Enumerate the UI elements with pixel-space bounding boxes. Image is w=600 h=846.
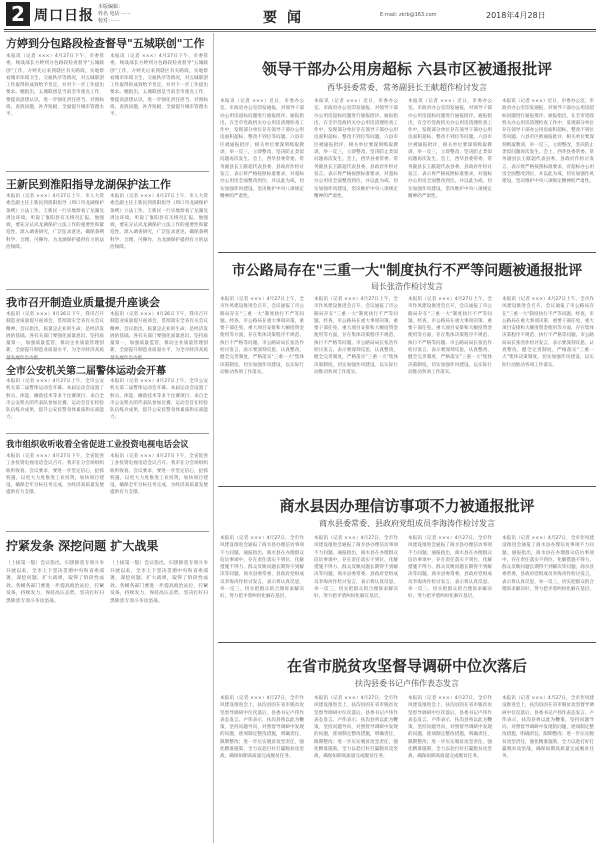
article-body: 本报讯（记者 ×××）近日，市委办公室、市政府办公室印发通报，对领导干部办公用房超标问题进行通报批评。通报指出，在全市党政机关办公用房清理检查工作中，发现部分单位存在领导干部办公用房面积超标、整改不到位等问题。六县市区被通报批评，相关单位要深刻吸取教训，举一反三，立即整改，坚决防止类似问题再次发生。会上，西华县委常委、常务副县长王献超代表县委、县政府作检讨发言，表示将严格按照标准要求，对超标办公用房全面整改到位，并以此为戒，切实加强作风建设，坚决维护中央八项规定精神的严肃性。 bbox=[502, 99, 594, 185]
divider bbox=[6, 289, 209, 290]
divider bbox=[6, 433, 209, 434]
page-header bbox=[0, 0, 600, 30]
left-headline: 拧紧发条 深挖问题 扩大战果 bbox=[6, 539, 159, 553]
article-headline: 商水县因办理信访事项不力被通报批评 bbox=[279, 497, 535, 515]
article-subheadline: 扶沟县委书记卢伟作表态发言 bbox=[355, 679, 459, 688]
article-body: 本报讯（记者 ×××）4月27日，全市作风建设推进会通报了商水县办理信访事项不力问题。通报指出，商水县在办理群众信访事项中，存在责任落实不到位、化解措施不得力、群众反映问题长期得不到解决等问题。商水县委常委、县政府党组成员李海涛作检讨发言，表示将认真反思，举一反三，切实把群众的合理诉求解决好，努力把矛盾纠纷化解在基层。 bbox=[220, 536, 304, 600]
article-body: 本报讯（记者 ×××）4月27日，全市作风建设推进会通报了商水县办理信访事项不力问题。通报指出，商水县在办理群众信访事项中，存在责任落实不到位、化解措施不得力、群众反映问题长期得不到解决等问题。商水县委常委、县政府党组成员李海涛作检讨发言，表示将认真反思，举一反三，切实把群众的合理诉求解决好，努力把矛盾纠纷化解在基层。 bbox=[502, 536, 594, 593]
article-body: 本报讯（记者 ×××）近日，市委办公室、市政府办公室印发通报，对领导干部办公用房超标问题进行通报批评。通报指出，在全市党政机关办公用房清理检查工作中，发现部分单位存在领导干部办公用房面积超标、整改不到位等问题。六县市区被通报批评，相关单位要深刻吸取教训，举一反三，立即整改，坚决防止类似问题再次发生。会上，西华县委常委、常务副县长王献超代表县委、县政府作检讨发言，表示将严格按照标准要求，对超标办公用房全面整改到位，并以此为戒，切实加强作风建设，坚决维护中央八项规定精神的严肃性。 bbox=[408, 99, 492, 199]
left-article-body: 本报讯（记者 ×××）4月27日下午，全省促进工业投资电视电话会议召开。我市在分会场组织收听收看。会议要求，要进一步坚定信心，抢抓机遇，以更大力度推进工业投资，加快项目建设，确保全年目标任务完成，为经济高质量发展提供有力支撑。 bbox=[110, 454, 208, 496]
left-article-body: 本报讯（记者 ×××）4月26日下午，我市召开制造业质量提升座谈会，贯彻落实全省有关会议精神。会议指出，质量是企业的生命，是经济发展的基础。各有关部门要强化质量意识，坚持质量第一，加强质量监管，推动企业质量管理创新，全面提升制造业质量水平，为全市经济高质 bbox=[110, 312, 208, 354]
left-headline: 王新民到淮阳指导龙湖保护法工作 bbox=[6, 178, 171, 191]
article-subheadline: 商水县委常委、县政府党组成员李海涛作检讨发言 bbox=[319, 519, 495, 528]
left-article-body: （上接第一版）会议指出，扫黑除恶专项斗争开展以来，全市上下坚决贯彻中央和省委部署，深挖问题，扩大战果，取得了阶段性成效。各级各部门要进一步提高政治站位，拧紧发条，持续发力，保持高压态势，坚决打好扫黑除恶专项斗争攻坚战。 bbox=[6, 561, 104, 604]
editor-line: 校对：······ bbox=[98, 18, 121, 24]
left-headline: 我市组织收听收看全省促进工业投资电视电话会议 bbox=[6, 439, 189, 449]
article-body: 本报讯（记者 ×××）近日，市委办公室、市政府办公室印发通报，对领导干部办公用房超标问题进行通报批评。通报指出，在全市党政机关办公用房清理检查工作中，发现部分单位存在领导干部办公用房面积超标、整改不到位等问题。六县市区被通报批评，相关单位要深刻吸取教训，举一反三，立即整改，坚决防止类似问题再次发生。会上，西华县委常委、常务副县长王献超代表县委、县政府作检讨发言，表示将严格按照标准要求，对超标办公用房全面整改到位，并以此为戒，切实加强作风建设，坚决维护中央八项规定精神的严肃性。 bbox=[314, 99, 398, 199]
header-rule bbox=[4, 29, 596, 30]
article-body: 本报讯（记者 ×××）近日，市委办公室、市政府办公室印发通报，对领导干部办公用房超标问题进行通报批评。通报指出，在全市党政机关办公用房清理检查工作中，发现部分单位存在领导干部办公用房面积超标、整改不到位等问题。六县市区被通报批评，相关单位要深刻吸取教训，举一反三，立即整改，坚决防止类似问题再次发生。会上，西华县委常委、常务副县长王献超代表县委、县政府作检讨发言，表示将严格按照标准要求，对超标办公用房全面整改到位，并以此为戒，切实加强作风建设，坚决维护中央八项规定精神的严肃性。 bbox=[220, 99, 304, 199]
left-headline: 全市公安机关第二届警体运动会开幕 bbox=[6, 366, 166, 377]
article-body: 本报讯（记者 ×××）4月27日上午，全市作风建设推进会召开，会议通报了市公路局存在"三重一大"制度执行不严等问题。经查，市公路局在重大事项决策、重要干部任免、重大项目安排和大额度资金使用等方面，存在集体决策程序不规范、执行不严格等问题。市公路局局长张浩作检讨发言，表示要深刻反思，认真整改，健全完善制度，严格落实"三重一大"集体决策制度，切实加强作风建设，以实际行动推动各项工作落实。 bbox=[408, 297, 492, 375]
left-article-body: 本报讯（记者 ×××）4月26日下午，我市召开制造业质量提升座谈会，贯彻落实全省有关会议精神。会议指出，质量是企业的生命，是经济发展的基础。各有关部门要强化质量意识，坚持质量第一，加强质量监管，推动企业质量管理创新，全面提升制造业质量水平，为全市经济高质 bbox=[6, 312, 104, 354]
article-body: 本报讯（记者 ×××）4月27日上午，全市作风建设推进会召开，会议通报了市公路局存在"三重一大"制度执行不严等问题。经查，市公路局在重大事项决策、重要干部任免、重大项目安排和大额度资金使用等方面，存在集体决策程序不规范、执行不严格等问题。市公路局局长张浩作检讨发言，表示要深刻反思，认真整改，健全完善制度，严格落实"三重一大"集体决策制度，切实加强作风建设，以实际行动推动各项工作落实。 bbox=[220, 297, 304, 375]
left-article-body: 本报讯（记者 ×××）4月27日上午，全市公安机关第二届警体运动会开幕。本届运动会设置了射击、体能、擒敌技术等多个比赛项目，来自全市公安机关的代表队参加比赛。运动会旨在检验队伍练兵成果，提升公安民警身体素质和实战能力。 bbox=[6, 379, 104, 421]
divider bbox=[6, 358, 209, 359]
masthead-logo: 周口日报 bbox=[34, 8, 94, 24]
article-headline: 市公路局存在"三重一大"制度执行不严等问题被通报批评 bbox=[231, 263, 583, 279]
header-email: E-mail: zkrb@163.com bbox=[380, 12, 437, 18]
left-article-body: 本报讯（记者 ×××）4月27日下午，全省促进工业投资电视电话会议召开。我市在分会场组织收听收看。会议要求，要进一步坚定信心，抢抓机遇，以更大力度推进工业投资，加快项目建设，确保全年目标任务完成，为经济高质量发展提供有力支撑。 bbox=[6, 454, 104, 496]
article-body: 本报讯（记者 ×××）4月27日上午，全市作风建设推进会召开，会议通报了市公路局存在"三重一大"制度执行不严等问题。经查，市公路局在重大事项决策、重要干部任免、重大项目安排和大额度资金使用等方面，存在集体决策程序不规范、执行不严格等问题。市公路局局长张浩作检讨发言，表示要深刻反思，认真整改，健全完善制度，严格落实"三重一大"集体决策制度，切实加强作风建设，以实际行动推动各项工作落实。 bbox=[314, 297, 398, 375]
article-body: 本报讯（记者 ×××）4月27日，全市作风建设推进会上，扶沟县因在省市脱贫攻坚督导调研中位次落后，县委书记卢伟作表态发言。卢伟表示，扶沟县将以此为鞭策，坚持问题导向，对照督导调研中发现的问题，逐项制定整改措施，明确责任，限期整改；进一步压实脱贫攻坚责任，强化精准施策，全力以赴打好打赢脱贫攻坚战，确保如期高质量完成脱贫任务。 bbox=[408, 696, 492, 760]
left-article-body: 本报讯（记者 ×××）4月27日上午，市人大常委会副主任王新民到淮阳指导《周口市龙湖保护条例》立法工作。王新民一行实地察看了龙湖及周边环境，听取了淮阳县有关情况汇报。他强调，要充分认识龙湖保护立法工作的重要性和紧迫性，深入调查研究，广泛征求意见，确保条例科学、合理、可操作，为龙湖保护提供有力的法治保障。 bbox=[6, 194, 104, 251]
article-subheadline: 局长张浩作检讨发言 bbox=[371, 282, 443, 291]
editor-line: 姓名 电话 ······ bbox=[98, 11, 131, 17]
issue-date: 2018年4月28日 bbox=[486, 11, 546, 20]
article-body: 本报讯（记者 ×××）4月27日，全市作风建设推进会上，扶沟县因在省市脱贫攻坚督导调研中位次落后，县委书记卢伟作表态发言。卢伟表示，扶沟县将以此为鞭策，坚持问题导向，对照督导调研中发现的问题，逐项制定整改措施，明确责任，限期整改；进一步压实脱贫攻坚责任，强化精准施策，全力以赴打好打赢脱贫攻坚战，确保如期高质量完成脱贫任务。 bbox=[502, 696, 594, 760]
article-body: 本报讯（记者 ×××）4月27日，全市作风建设推进会通报了商水县办理信访事项不力问题。通报指出，商水县在办理群众信访事项中，存在责任落实不到位、化解措施不得力、群众反映问题长期得不到解决等问题。商水县委常委、县政府党组成员李海涛作检讨发言，表示将认真反思，举一反三，切实把群众的合理诉求解决好，努力把矛盾纠纷化解在基层。 bbox=[314, 536, 398, 600]
left-article-body: （上接第一版）会议指出，扫黑除恶专项斗争开展以来，全市上下坚决贯彻中央和省委部署，深挖问题，扩大战果，取得了阶段性成效。各级各部门要进一步提高政治站位，拧紧发条，持续发力，保持高压态势，坚决打好扫黑除恶专项斗争攻坚战。 bbox=[110, 561, 208, 604]
editor-line: 本版编辑： bbox=[98, 4, 124, 10]
editor-info bbox=[98, 4, 131, 25]
column-divider bbox=[213, 33, 214, 843]
left-headline: 方婷到分包路段检查督导"五城联创"工作 bbox=[6, 37, 205, 50]
article-body: 本报讯（记者 ×××）4月27日，全市作风建设推进会上，扶沟县因在省市脱贫攻坚督导调研中位次落后，县委书记卢伟作表态发言。卢伟表示，扶沟县将以此为鞭策，坚持问题导向，对照督导调研中发现的问题，逐项制定整改措施，明确责任，限期整改；进一步压实脱贫攻坚责任，强化精准施策，全力以赴打好打赢脱贫攻坚战，确保如期高质量完成脱贫任务。 bbox=[220, 696, 304, 760]
left-article-body: 本报讯（记者 ×××）4月27日下午，市委常委、统战部长方婷到分包路段检查督导"五城联创"工作。方婷先后来到辖区有关路段，实地察看城市环境卫生、交通秩序等情况，对五城联创工作取得的成效给予肯定，并对下一步工作提出要求。她指出，五城联创是当前全市重点工作，要提高思想认识，进一步强化责任担当，对照标准，查找问题，补齐短板，全面提升城市管理水平。 bbox=[6, 54, 104, 118]
left-article-body: 本报讯（记者 ×××）4月27日下午，市委常委、统战部长方婷到分包路段检查督导"五城联创"工作。方婷先后来到辖区有关路段，实地察看城市环境卫生、交通秩序等情况，对五城联创工作取得的成效给予肯定，并对下一步工作提出要求。她指出，五城联创是当前全市重点工作，要提高思想认识，进一步强化责任担当，对照标准，查找问题，补齐短板，全面提升城市管理水平。 bbox=[110, 54, 208, 118]
left-article-body: 本报讯（记者 ×××）4月27日上午，全市公安机关第二届警体运动会开幕。本届运动会设置了射击、体能、擒敌技术等多个比赛项目，来自全市公安机关的代表队参加比赛。运动会旨在检验队伍练兵成果，提升公安民警身体素质和实战能力。 bbox=[110, 379, 208, 421]
article-headline: 在省市脱贫攻坚督导调研中位次落后 bbox=[286, 657, 527, 675]
divider bbox=[6, 171, 209, 172]
article-body: 本报讯（记者 ×××）4月27日，全市作风建设推进会上，扶沟县因在省市脱贫攻坚督导调研中位次落后，县委书记卢伟作表态发言。卢伟表示，扶沟县将以此为鞭策，坚持问题导向，对照督导调研中发现的问题，逐项制定整改措施，明确责任，限期整改；进一步压实脱贫攻坚责任，强化精准施策，全力以赴打好打赢脱贫攻坚战，确保如期高质量完成脱贫任务。 bbox=[314, 696, 398, 760]
article-body: 本报讯（记者 ×××）4月27日上午，全市作风建设推进会召开，会议通报了市公路局存在"三重一大"制度执行不严等问题。经查，市公路局在重大事项决策、重要干部任免、重大项目安排和大额度资金使用等方面，存在集体决策程序不规范、执行不严格等问题。市公路局局长张浩作检讨发言，表示要深刻反思，认真整改，健全完善制度，严格落实"三重一大"集体决策制度，切实加强作风建设，以实际行动推动各项工作落实。 bbox=[502, 297, 594, 368]
article-body: 本报讯（记者 ×××）4月27日，全市作风建设推进会通报了商水县办理信访事项不力问题。通报指出，商水县在办理群众信访事项中，存在责任落实不到位、化解措施不得力、群众反映问题长期得不到解决等问题。商水县委常委、县政府党组成员李海涛作检讨发言，表示将认真反思，举一反三，切实把群众的合理诉求解决好，努力把矛盾纠纷化解在基层。 bbox=[408, 536, 492, 600]
section-title: 要闻 bbox=[263, 10, 311, 26]
divider bbox=[218, 486, 596, 487]
divider bbox=[218, 642, 596, 643]
divider bbox=[218, 252, 596, 253]
left-headline: 我市召开制造业质量提升座谈会 bbox=[6, 296, 160, 309]
article-subheadline: 西华县委常委、常务副县长王献超作检讨发言 bbox=[327, 83, 487, 92]
divider bbox=[6, 531, 209, 532]
left-article-body: 本报讯（记者 ×××）4月27日上午，市人大常委会副主任王新民到淮阳指导《周口市龙湖保护条例》立法工作。王新民一行实地察看了龙湖及周边环境，听取了淮阳县有关情况汇报。他强调，要充分认识龙湖保护立法工作的重要性和紧迫性，深入调查研究，广泛征求意见，确保条例科学、合理、可操作，为龙湖保护提供有力的法治保障。 bbox=[110, 194, 208, 251]
page-number: 2 bbox=[6, 2, 30, 26]
header-rule bbox=[4, 31, 596, 32]
article-headline: 领导干部办公用房超标 六县市区被通报批评 bbox=[261, 60, 553, 78]
